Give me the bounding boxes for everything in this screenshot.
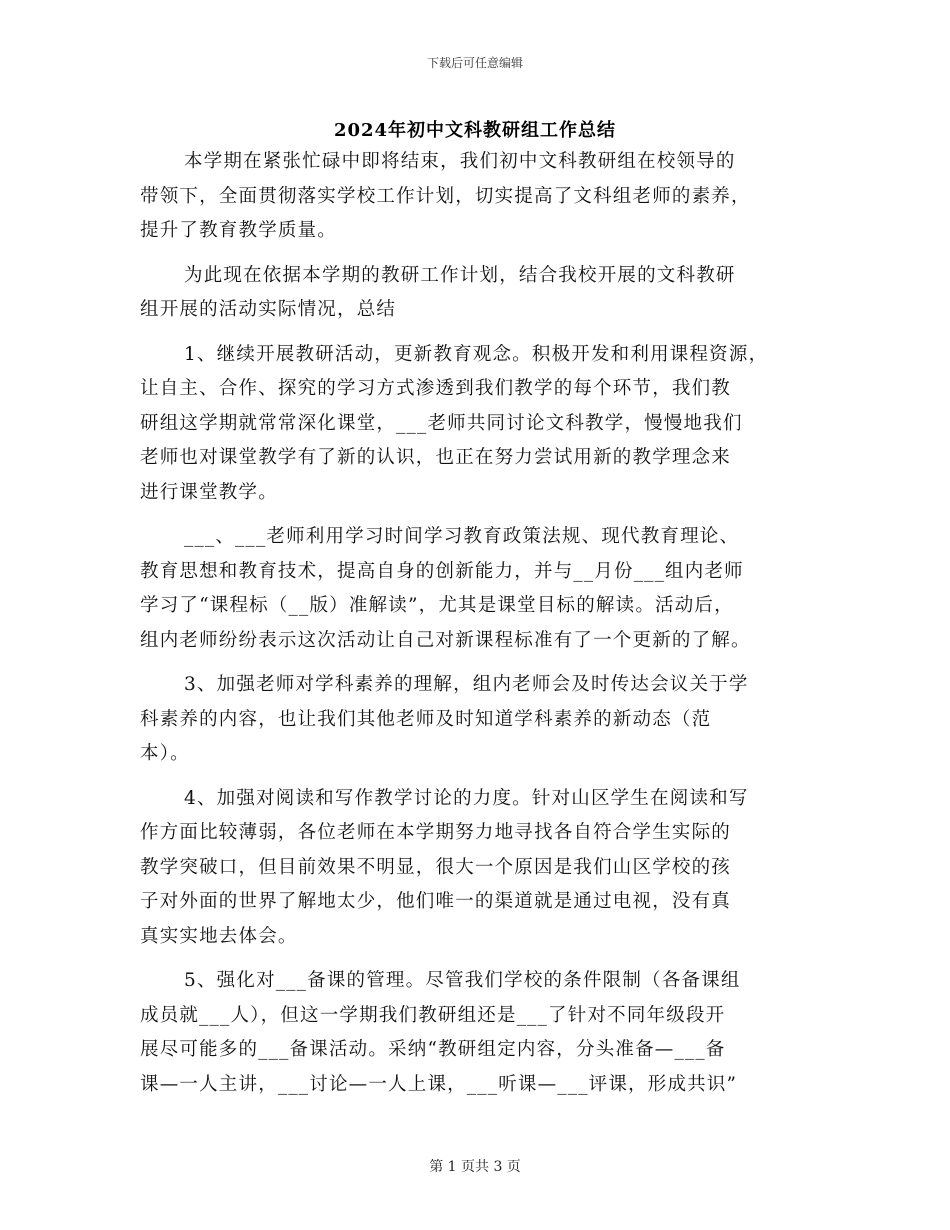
paragraph-item-5 [140, 964, 825, 1102]
paragraph-line: 为此现在依据本学期的教研工作计划，结合我校开展的文科教研 [184, 264, 736, 286]
paragraph-line: 子对外面的世界了解地太少，他们唯一的渠道就是通过电视，没有真 [140, 891, 732, 912]
paragraph-item-1 [140, 338, 825, 511]
paragraph-line: 本学期在紧张忙碌中即将结束，我们初中文科教研组在校领导的 [184, 151, 736, 172]
paragraph-line: 本）。 [140, 743, 190, 764]
paragraph-gap [140, 328, 825, 338]
paragraph-line: 让自主、合作、探究的学习方式渗透到我们教学的每个环节，我们教 [140, 378, 732, 399]
page-footer: 第 1 页共 3 页 [429, 1159, 521, 1175]
paragraph-line: 提升了教育教学质量。 [140, 220, 338, 241]
paragraph-line: 4、加强对阅读和写作教学讨论的力度。针对山区学生在阅读和写 [184, 787, 749, 809]
paragraph-line: 研组这学期就常常深化课堂，___老师共同讨论文科教学，慢慢地我们 [140, 412, 743, 434]
paragraph-gap [140, 658, 825, 668]
paragraph-item-3 [140, 668, 825, 772]
paragraph-line: 5、强化对___备课的管理。尽管我们学校的条件限制（各备课组 [184, 970, 741, 991]
paragraph-line: 进行课堂教学。 [140, 481, 278, 503]
paragraph-line: 组开展的活动实际情况，总结 [140, 299, 397, 320]
paragraph-line: 科素养的内容，也让我们其他老师及时知道学科素养的新动态（范 [140, 708, 712, 730]
paragraph-line: 课—一人主讲，___讨论—一人上课，___听课—___评课，形成共识” [140, 1073, 738, 1095]
paragraph-line: 带领下，全面贯彻落实学校工作计划，切实提高了文科组老师的素养， [140, 185, 751, 207]
document-title: 2024年初中文科教研组工作总结 [333, 120, 617, 141]
paragraph-gap [140, 772, 825, 782]
paragraph-line: 展尽可能多的___备课活动。采纳“教研组定内容，分头准备—___备 [140, 1039, 726, 1060]
paragraph-plan [140, 259, 825, 328]
paragraph-line: 真实实地去体会。 [140, 925, 298, 947]
paragraph-line: 教学突破口，但目前效果不明显，很大一个原因是我们山区学校的孩 [140, 856, 732, 878]
paragraph-line: 教育思想和教育技术，提高自身的创新能力，并与__月份___组内老师 [140, 560, 744, 582]
paragraph-gap [140, 249, 825, 259]
paragraph-line: 老师也对课堂教学有了新的认识，也正在努力尝试用新的教学理念来 [140, 447, 732, 468]
paragraph-item-4 [140, 782, 825, 955]
paragraph-intro [140, 145, 825, 249]
paragraph-line: 作方面比较薄弱，各位老师在本学期努力地寻找各自符合学生实际的 [140, 822, 732, 843]
paragraph-line: 学习了“课程标（__版）准解读”，尤其是课堂目标的解读。活动后， [140, 595, 734, 616]
paragraph-gap [140, 510, 825, 520]
paragraph-line: 3、加强老师对学科素养的理解，组内老师会及时传达会议关于学 [184, 674, 749, 695]
paragraph-line: ___、___老师利用学习时间学习教育政策法规、现代教育理论、 [184, 526, 740, 547]
paragraph-line: 组内老师纷纷表示这次活动让自己对新课程标准有了一个更新的了解。 [140, 629, 751, 651]
paragraph-item-2 [140, 520, 825, 658]
document-body [140, 145, 825, 1102]
paragraph-gap [140, 954, 825, 964]
paragraph-line: 1、继续开展教研活动，更新教育观念。积极开发和利用课程资源， [184, 343, 769, 365]
paragraph-line: 成员就___人），但这一学期我们教研组还是___了针对不同年级段开 [140, 1004, 726, 1026]
header-note: 下载后可任意编辑 [426, 56, 523, 70]
